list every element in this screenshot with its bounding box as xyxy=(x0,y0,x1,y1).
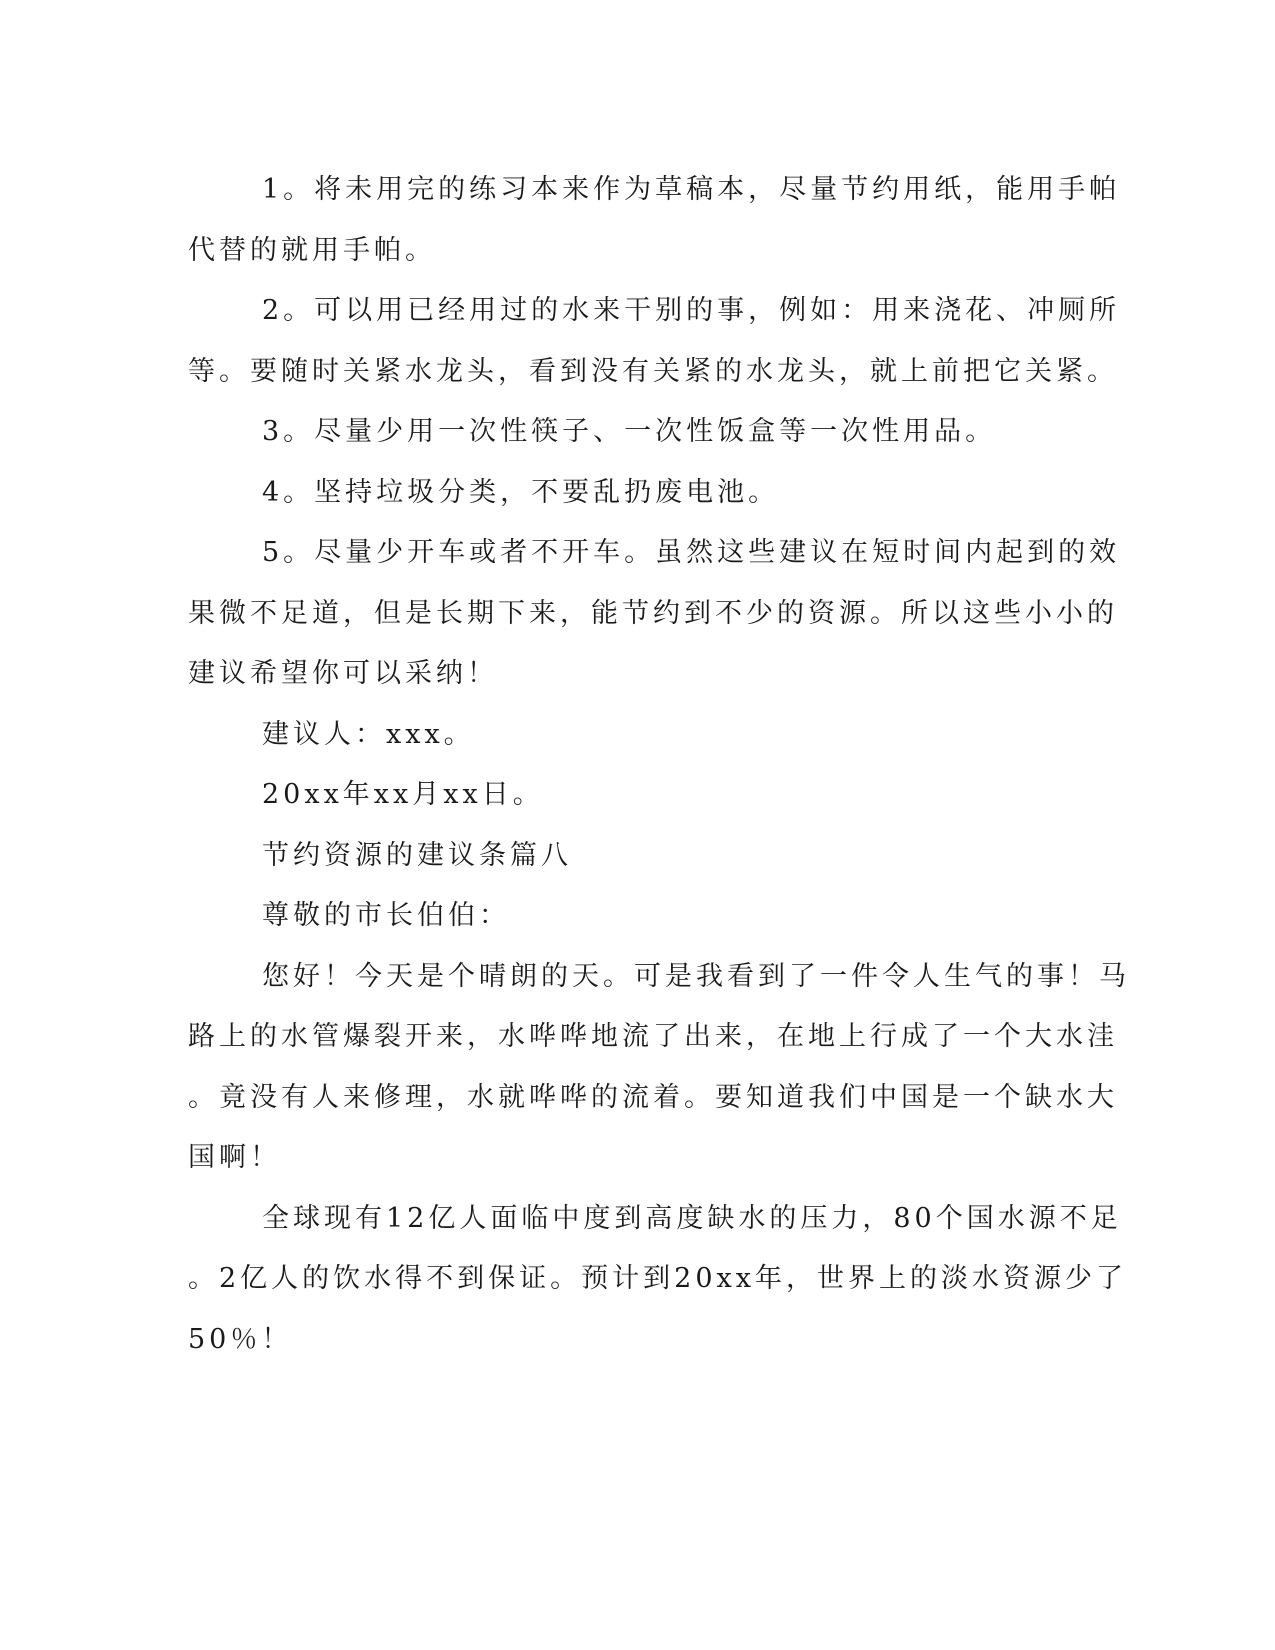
line-text: 建议希望你可以采纳！ xyxy=(188,658,498,689)
text-line xyxy=(0,1007,1275,1067)
line-text: 您好！今天是个晴朗的天。可是我看到了一件令人生气的事！马 xyxy=(262,961,1130,992)
text-line xyxy=(0,1068,1275,1128)
text-line xyxy=(0,281,1275,341)
line-text: 国啊！ xyxy=(188,1142,281,1173)
line-text: 4。坚持垃圾分类，不要乱扔废电池。 xyxy=(262,477,780,508)
text-line xyxy=(0,221,1275,281)
text-line xyxy=(0,947,1275,1007)
line-text: 。2亿人的饮水得不到保证。预计到20xx年，世界上的淡水资源少了 xyxy=(188,1263,1127,1294)
line-text: 。竟没有人来修理，水就哗哗的流着。要知道我们中国是一个缺水大 xyxy=(188,1082,1118,1113)
text-line xyxy=(0,765,1275,825)
line-text: 3。尽量少用一次性筷子、一次性饭盒等一次性用品。 xyxy=(262,416,997,447)
signature-line: 建议人：xxx。 xyxy=(262,719,475,750)
text-line xyxy=(0,523,1275,583)
text-line xyxy=(0,1249,1275,1309)
text-line xyxy=(0,644,1275,704)
text-line xyxy=(0,1189,1275,1249)
date-line: 20xx年xx月xx日。 xyxy=(262,779,544,810)
line-text: 等。要随时关紧水龙头，看到没有关紧的水龙头，就上前把它关紧。 xyxy=(188,356,1118,387)
text-line xyxy=(0,1310,1275,1370)
line-text: 5。尽量少开车或者不开车。虽然这些建议在短时间内起到的效 xyxy=(262,537,1121,568)
text-line xyxy=(0,1128,1275,1188)
text-line xyxy=(0,705,1275,765)
section-heading: 节约资源的建议条篇八 xyxy=(262,840,572,871)
line-text: 50％！ xyxy=(188,1324,293,1355)
salutation: 尊敬的市长伯伯： xyxy=(262,900,510,931)
text-line xyxy=(0,584,1275,644)
text-line xyxy=(0,402,1275,462)
line-text: 2。可以用已经用过的水来干别的事，例如：用来浇花、冲厕所 xyxy=(262,295,1121,326)
text-line xyxy=(0,342,1275,402)
line-text: 代替的就用手帕。 xyxy=(188,235,436,266)
line-text: 1。将未用完的练习本来作为草稿本，尽量节约用纸，能用手帕 xyxy=(262,174,1121,205)
text-line xyxy=(0,826,1275,886)
line-text: 全球现有12亿人面临中度到高度缺水的压力，80个国水源不足 xyxy=(262,1203,1122,1234)
text-line xyxy=(0,160,1275,220)
text-line xyxy=(0,886,1275,946)
line-text: 路上的水管爆裂开来，水哗哗地流了出来，在地上行成了一个大水洼 xyxy=(188,1021,1118,1052)
text-line xyxy=(0,463,1275,523)
line-text: 果微不足道，但是长期下来，能节约到不少的资源。所以这些小小的 xyxy=(188,598,1118,629)
